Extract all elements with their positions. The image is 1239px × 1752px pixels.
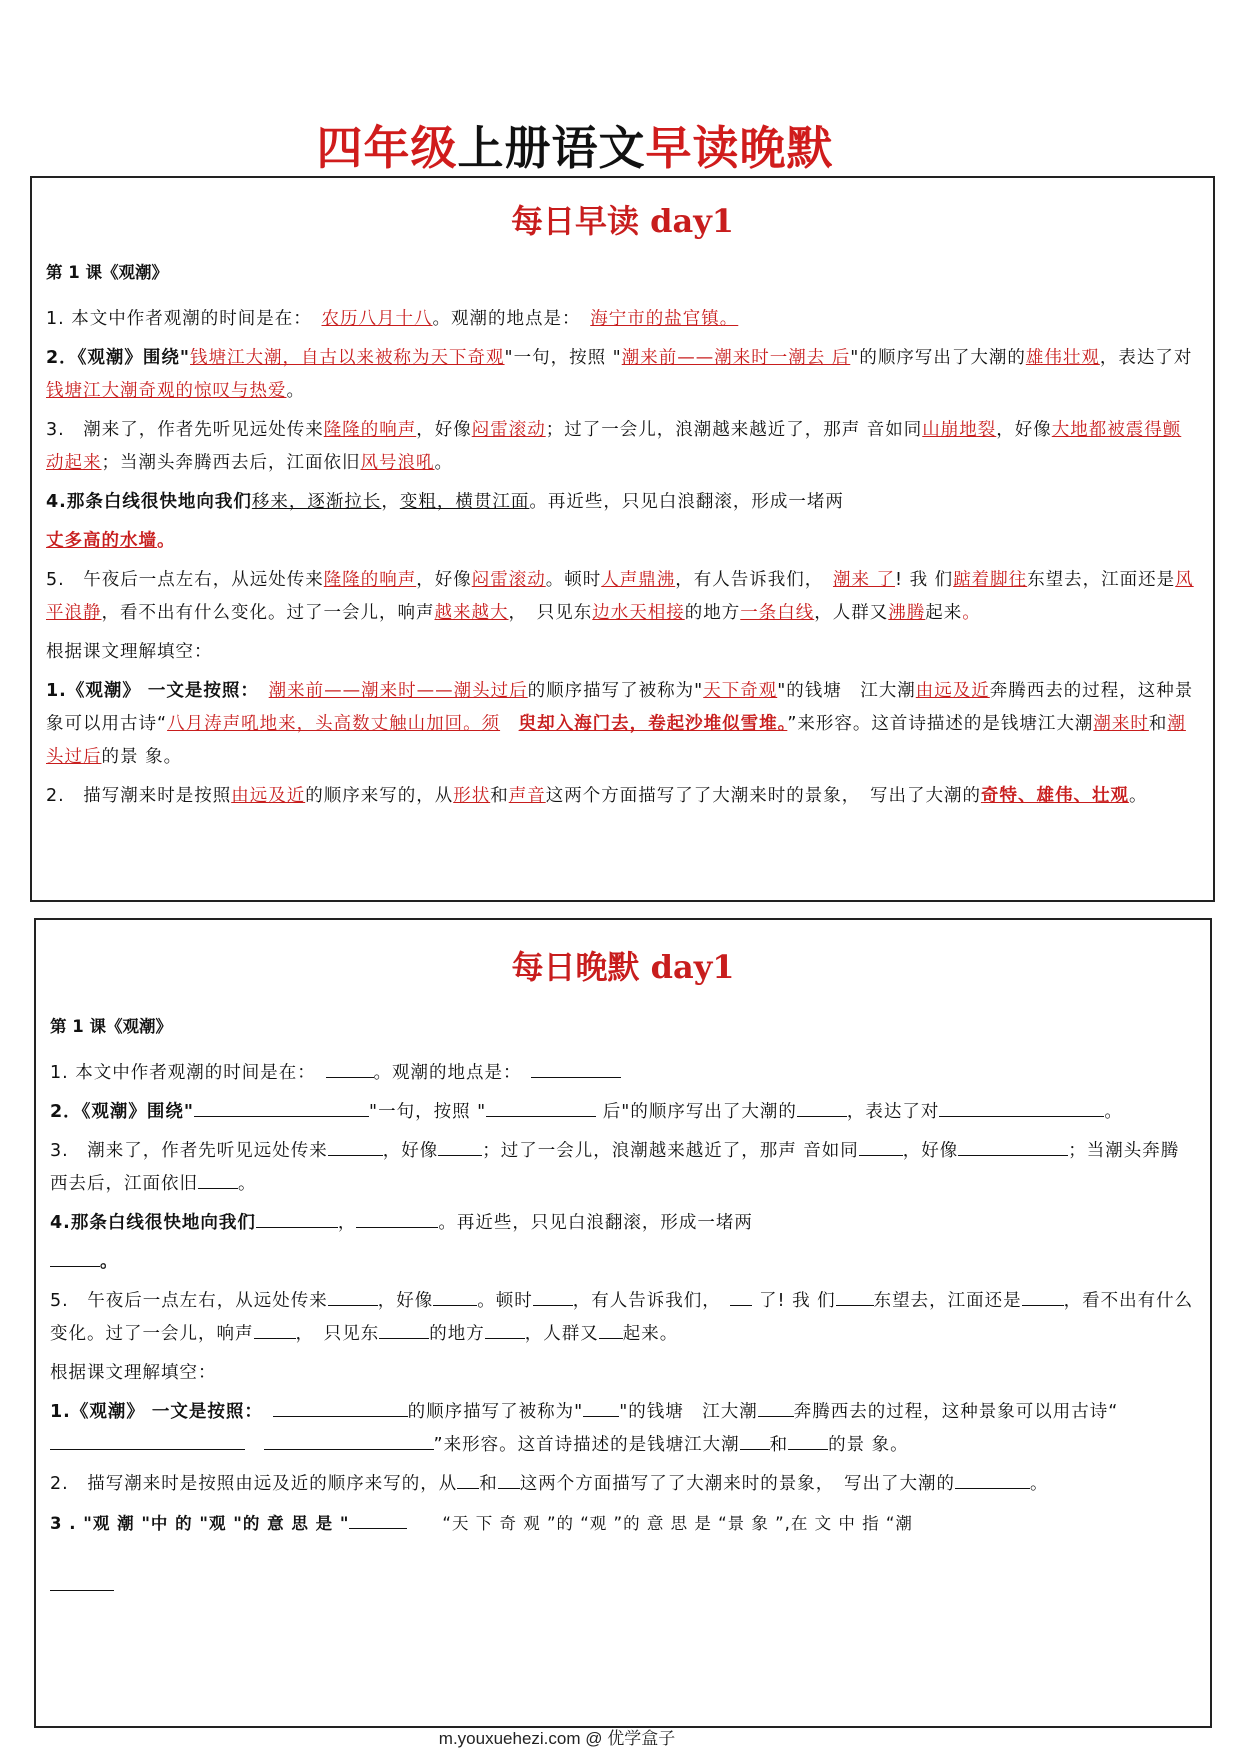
morning-heading: 每日早读 day1	[510, 202, 735, 240]
morning-q2: 2．《观潮》围绕"钱塘江大潮，自古以来被称为天下奇观"一句，按照 "潮来前——潮来时一潮去 后"的顺序写出了大潮的雄伟壮观，表达了对钱塘江大潮奇观的惊叹与热爱。	[46, 348, 1193, 401]
morning-s1: 1.《观潮》 一文是按照： 潮来前——潮来时——潮头过后的顺序描写了被称为"天下奇观"的钱塘 江大潮由远及近奔腾西去的过程，这种景象可以用古诗“八月涛声吼地来，头高数丈触山加回。须 臾却入海门去，卷起沙堆似雪堆。”来形容。这首诗描述的是钱塘江大潮潮来时和潮头过后的景 象。	[46, 681, 1194, 767]
blank[interactable]	[264, 1431, 434, 1450]
blank[interactable]	[50, 1572, 114, 1591]
blank[interactable]	[730, 1287, 752, 1306]
blank[interactable]	[356, 1209, 438, 1228]
blank[interactable]	[485, 1320, 525, 1339]
blank[interactable]	[939, 1098, 1104, 1117]
blank[interactable]	[254, 1320, 296, 1339]
blank[interactable]	[256, 1209, 338, 1228]
morning-content	[46, 256, 1199, 819]
evening-s3: 3 . "观 潮 "中 的 "观 "的 意 思 是 " “天 下 奇 观 ”的 “观 ”的 意 思 是 “景 象 ”,在 文 中 指 “潮	[50, 1507, 1196, 1540]
blank[interactable]	[486, 1098, 596, 1117]
evening-content	[50, 1010, 1196, 1609]
blank[interactable]	[194, 1098, 369, 1117]
lesson-title: 第 1 课《观潮》	[50, 1017, 172, 1036]
lesson-title: 第 1 课《观潮》	[46, 263, 168, 282]
blank[interactable]	[433, 1287, 477, 1306]
blank[interactable]	[797, 1098, 847, 1117]
evening-q4: 4.那条白线很快地向我们 ， 。再近些，只见白浪翻滚，形成一堵两 。	[50, 1207, 1196, 1279]
blank[interactable]	[498, 1470, 520, 1489]
blank[interactable]	[379, 1320, 429, 1339]
blank[interactable]	[531, 1059, 621, 1078]
blank[interactable]	[50, 1248, 100, 1267]
footer-watermark: m.youxuehezi.com @ 优学盒子	[438, 1729, 676, 1748]
evening-s2: 2. 描写潮来时是按照由远及近的顺序来写的，从 和 这两个方面描写了了大潮来时的景象， 写出了大潮的 。	[50, 1468, 1196, 1501]
blank[interactable]	[859, 1137, 903, 1156]
morning-q1: 1. 本文中作者观潮的时间是在： 农历八月十八。观潮的地点是： 海宁市的盐官镇。	[46, 309, 739, 329]
blank[interactable]	[788, 1431, 828, 1450]
evening-q1: 1. 本文中作者观潮的时间是在： 。观潮的地点是：	[50, 1057, 1196, 1090]
evening-s3-answer-line	[50, 1570, 1196, 1603]
evening-q5: 5. 午夜后一点左右，从远处传来 ，好像 。顿时 ，有人告诉我们， 了! 我 们 东望去，江面还是 ，看不出有什么变化。过了一会儿，响声 ， 只见东 的地方 ，人群又 起来。	[50, 1285, 1196, 1351]
morning-reading-box	[30, 176, 1215, 902]
evening-s1: 1.《观潮》 一文是按照： 的顺序描写了被称为" "的钱塘 江大潮 奔腾西去的过程，这种景象可以用古诗“ ”来形容。这首诗描述的是钱塘江大潮 和 的景 象。	[50, 1396, 1196, 1462]
evening-heading: 每日晚默 day1	[511, 948, 735, 986]
blank[interactable]	[328, 1287, 378, 1306]
evening-section-label: 根据课文理解填空：	[50, 1363, 217, 1383]
blank[interactable]	[583, 1398, 619, 1417]
blank[interactable]	[349, 1510, 407, 1529]
morning-section-label: 根据课文理解填空：	[46, 642, 213, 662]
morning-q5: 5. 午夜后一点左右，从远处传来隆隆的响声，好像闷雷滚动。顿时人声鼎沸，有人告诉我们， 潮来 了! 我 们踮着脚往东望去，江面还是风平浪静，看不出有什么变化。过了一会儿，响声越来越大， 只见东边水天相接的地方一条白线，人群又沸腾起来。	[46, 570, 1194, 623]
title-activity: 早读晚默	[645, 121, 834, 175]
morning-s2: 2. 描写潮来时是按照由远及近的顺序来写的，从形状和声音这两个方面描写了了大潮来时的景象， 写出了大潮的奇特、雄伟、壮观。	[46, 786, 1148, 806]
title-grade: 四年级	[316, 121, 458, 175]
blank[interactable]	[457, 1470, 479, 1489]
evening-dictation-box	[34, 918, 1212, 1728]
blank[interactable]	[599, 1320, 623, 1339]
blank[interactable]	[273, 1398, 408, 1417]
blank[interactable]	[326, 1059, 374, 1078]
page-title	[0, 112, 1150, 178]
blank[interactable]	[438, 1137, 482, 1156]
blank[interactable]	[328, 1137, 383, 1156]
blank[interactable]	[533, 1287, 573, 1306]
blank[interactable]	[198, 1170, 238, 1189]
blank[interactable]	[50, 1431, 245, 1450]
blank[interactable]	[740, 1431, 770, 1450]
evening-q2: 2．《观潮》围绕" "一句，按照 " 后"的顺序写出了大潮的 ，表达了对 。	[50, 1096, 1196, 1129]
blank[interactable]	[1022, 1287, 1064, 1306]
evening-q3: 3. 潮来了，作者先听见远处传来 ，好像 ；过了一会儿，浪潮越来越近了，那声 音如同 ，好像 ；当潮头奔腾西去后，江面依旧 。	[50, 1135, 1196, 1201]
blank[interactable]	[758, 1398, 794, 1417]
morning-q4: 4.那条白线很快地向我们移来，逐渐拉长，变粗，横贯江面。再近些，只见白浪翻滚，形成一堵两 丈多高的水墙。	[46, 492, 844, 551]
blank[interactable]	[836, 1287, 874, 1306]
morning-q3: 3. 潮来了，作者先听见远处传来隆隆的响声，好像闷雷滚动；过了一会儿，浪潮越来越近了，那声 音如同山崩地裂，好像大地都被震得颤动起来；当潮头奔腾西去后，江面依旧风号浪吼。	[46, 420, 1182, 473]
title-subject: 上册语文	[457, 121, 646, 175]
blank[interactable]	[958, 1137, 1068, 1156]
blank[interactable]	[955, 1470, 1030, 1489]
